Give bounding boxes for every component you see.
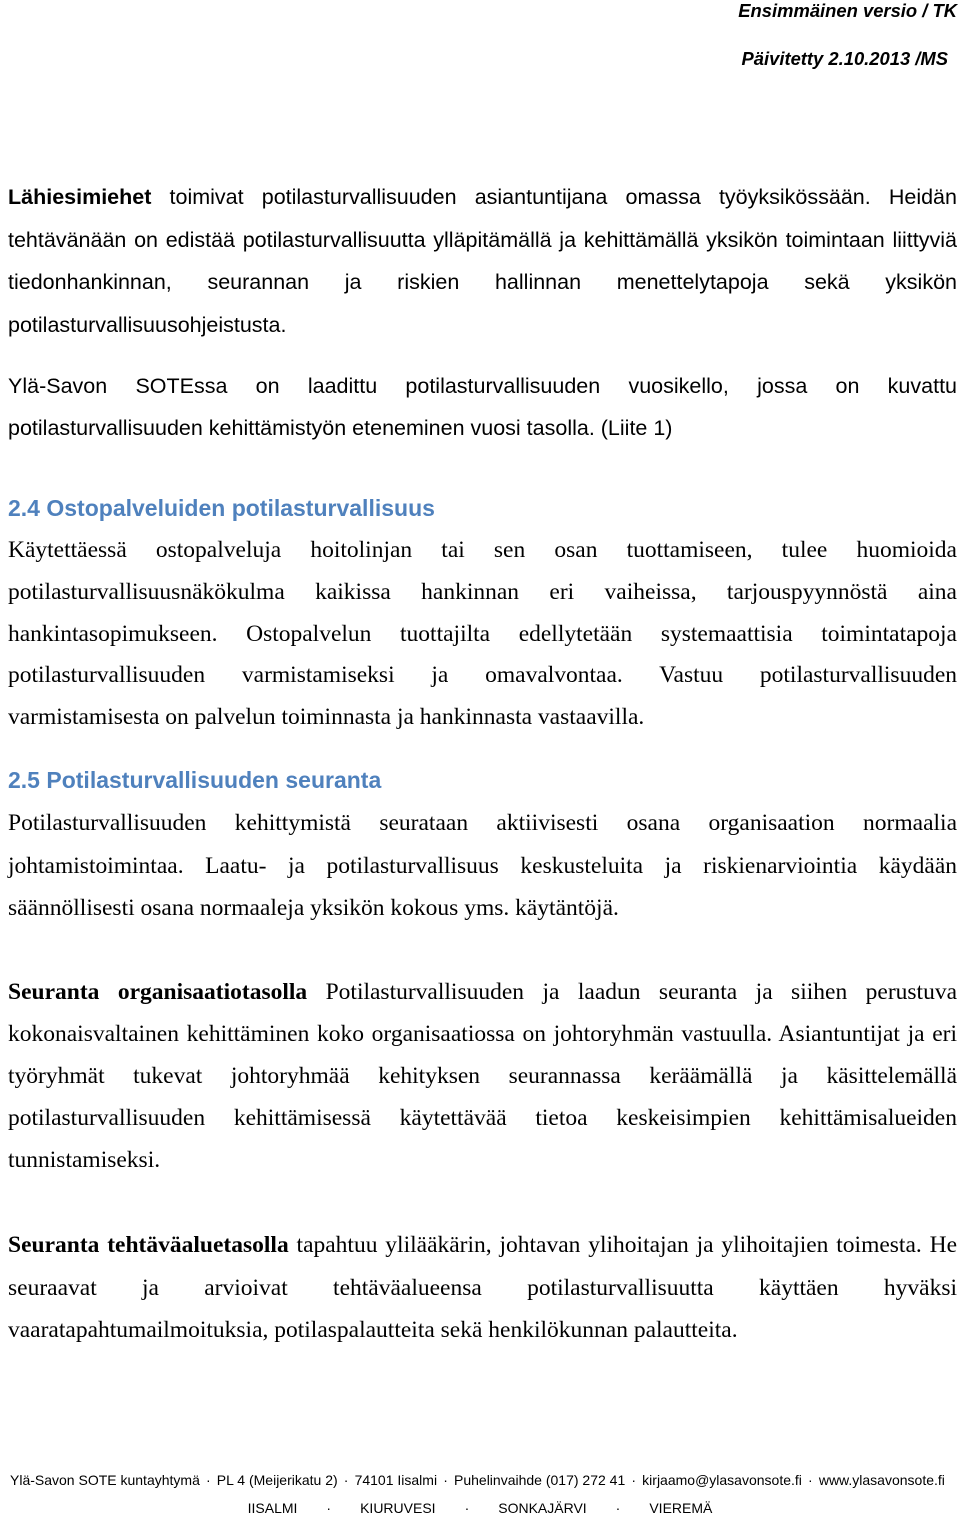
text-line: johtamistoimintaa. Laatu- ja potilasturvallisuus keskusteluita ja riskienarviointia käydään <box>8 852 957 879</box>
paragraph-purchased-services <box>8 530 957 739</box>
paragraph-monitoring-overview <box>8 802 957 930</box>
header-version-note: Ensimmäinen versio / TK <box>738 0 957 21</box>
footer-separator: · <box>615 1500 621 1516</box>
line-text: tapahtuu ylilääkärin, johtavan ylihoitajan ja ylihoitajien toimesta. He <box>296 1232 957 1258</box>
text-line: potilasturvallisuusnäkökulma kaikissa hankinnan eri vaiheissa, tarjouspyynnöstä aina <box>8 578 957 605</box>
footer-email: kirjaamo@ylasavonsote.fi <box>642 1472 802 1488</box>
text-line <box>8 971 957 1013</box>
text-line: Potilasturvallisuuden kehittymistä seurataan aktiivisesti osana organisaation normaalia <box>8 810 957 836</box>
section-heading-2-5 <box>8 762 381 798</box>
footer-postal-code-city: 74101 Iisalmi <box>354 1472 438 1488</box>
section-title: Potilasturvallisuuden seuranta <box>46 767 382 793</box>
text-line: tunnistamiseksi. <box>8 1147 161 1173</box>
footer-location: VIEREMÄ <box>649 1500 713 1516</box>
text-line: seuraavat ja arvioivat tehtäväalueensa potilasturvallisuutta käyttäen hyväksi <box>8 1274 957 1301</box>
paragraph-supervisors <box>8 176 957 347</box>
paragraph-annual-clock <box>8 365 957 449</box>
paragraph-organisation-level-monitoring <box>8 971 957 1181</box>
footer-separator: · <box>443 1472 448 1488</box>
header-updated-note: Päivitetty 2.10.2013 /MS <box>741 48 948 69</box>
text-line: tehtävänään on edistää potilasturvallisuutta ylläpitämällä ja kehittämällä yksikön toimintaan liittyviä <box>8 227 957 252</box>
line-text: Potilasturvallisuuden ja laadun seuranta ja siihen perustuva <box>325 979 957 1005</box>
footer-separator: · <box>464 1500 470 1516</box>
section-heading-2-4 <box>8 490 435 526</box>
line-text: toimivat potilasturvallisuuden asiantuntijana omassa työyksikössään. Heidän <box>169 185 957 209</box>
footer-phone: Puhelinvaihde (017) 272 41 <box>454 1472 626 1488</box>
text-line <box>8 1224 957 1267</box>
bold-lead-term: Seuranta organisaatiotasolla <box>8 979 308 1005</box>
footer-separator: · <box>631 1472 637 1488</box>
text-line: potilasturvallisuuden varmistamiseksi ja omavalvontaa. Vastuu potilasturvallisuuden <box>8 662 957 689</box>
footer-separator: · <box>808 1472 813 1488</box>
footer-separator: · <box>326 1500 332 1516</box>
section-title: Ostopalveluiden potilasturvallisuus <box>46 495 435 521</box>
text-line: tiedonhankinnan, seurannan ja riskien hallinnan menettelytapoja sekä yksikön <box>8 270 957 295</box>
footer-locations-line <box>0 1499 960 1517</box>
section-number: 2.5 <box>8 767 40 793</box>
text-line: hankintasopimukseen. Ostopalvelun tuottajilta edellytetään systemaattisia toimintatapoja <box>8 620 957 647</box>
footer-postal-address: PL 4 (Meijerikatu 2) <box>216 1472 338 1488</box>
footer-location: IISALMI <box>247 1500 298 1516</box>
footer-location: KIURUVESI <box>360 1500 436 1516</box>
bold-lead-term: Lähiesimiehet <box>8 185 152 209</box>
text-line: Ylä-Savon SOTEssa on laadittu potilasturvallisuuden vuosikello, jossa on kuvattu <box>8 374 957 398</box>
text-line: työryhmät tukevat johtoryhmää kehityksen seurannassa keräämällä ja käsittelemällä <box>8 1063 957 1089</box>
footer-website: www.ylasavonsote.fi <box>818 1472 945 1488</box>
footer-separator: · <box>206 1472 211 1488</box>
text-line: potilasturvallisuuden kehittämistyön eteneminen vuosi tasolla. (Liite 1) <box>8 416 673 440</box>
text-line: vaaratapahtumailmoituksia, potilaspalautteita sekä henkilökunnan palautteita. <box>8 1317 738 1343</box>
footer-organisation: Ylä-Savon SOTE kuntayhtymä <box>10 1472 200 1488</box>
section-number: 2.4 <box>8 495 40 521</box>
text-line: potilasturvallisuuden kehittämisessä käytettävää tietoa keskeisimpien kehittämisalueiden <box>8 1105 957 1131</box>
footer-contact-line <box>10 1471 945 1489</box>
text-line <box>8 176 957 219</box>
text-line: varmistamisesta on palvelun toiminnasta ja hankinnasta vastaavilla. <box>8 704 645 730</box>
text-line: kokonaisvaltainen kehittäminen koko organisaatiossa on johtoryhmän vastuulla. Asiantuntijat ja eri <box>8 1021 957 1047</box>
footer-separator: · <box>343 1472 349 1488</box>
text-line: Käytettäessä ostopalveluja hoitolinjan tai sen osan tuottamiseen, tulee huomioida <box>8 537 957 563</box>
bold-lead-term: Seuranta tehtäväaluetasolla <box>8 1232 289 1258</box>
paragraph-task-area-level-monitoring <box>8 1224 957 1352</box>
text-line: säännöllisesti osana normaaleja yksikön kokous yms. käytäntöjä. <box>8 895 619 921</box>
text-line: potilasturvallisuusohjeistusta. <box>8 313 287 338</box>
footer-location: SONKAJÄRVI <box>498 1500 587 1516</box>
